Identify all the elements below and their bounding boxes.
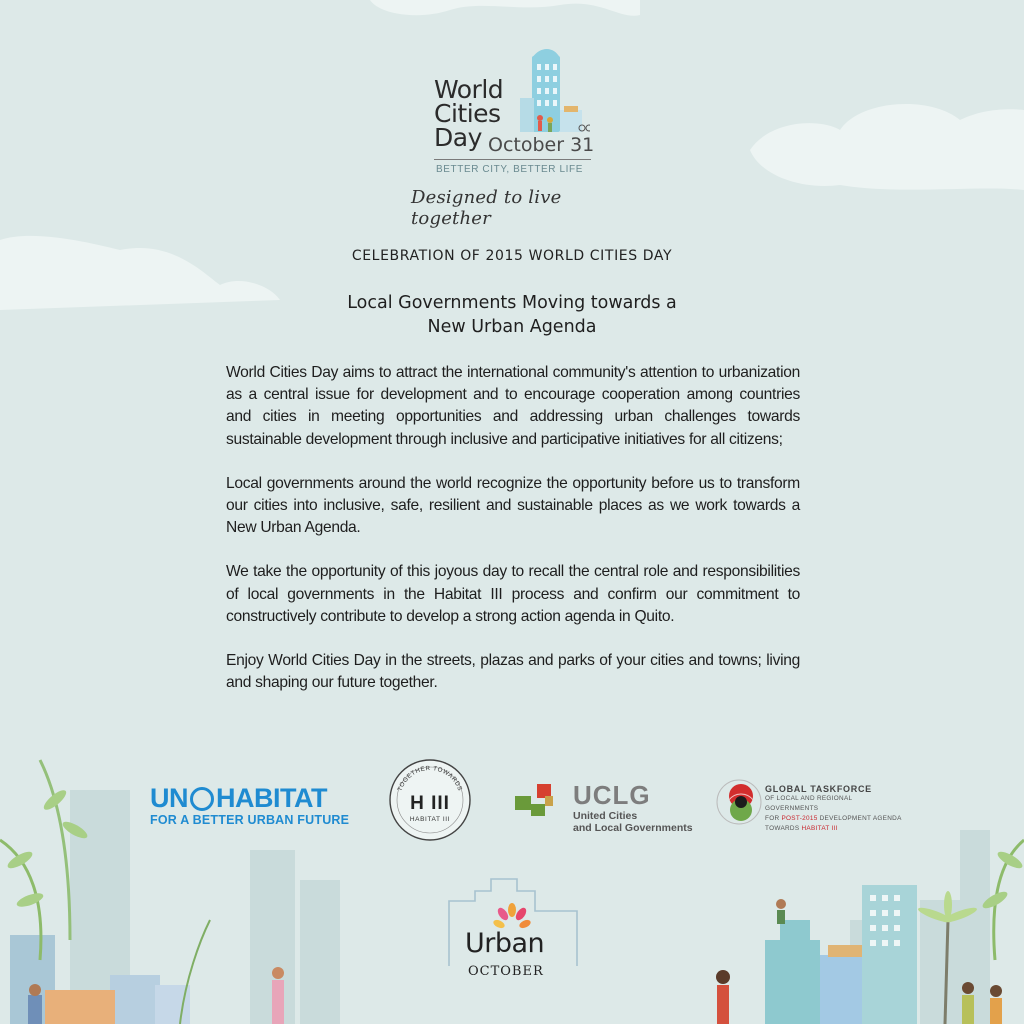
uclg-subtitle-2: and Local Governments (573, 822, 693, 834)
uclg-subtitle-1: United Cities (573, 810, 638, 822)
gtf-line-4 (765, 824, 905, 834)
gtf-line-3a: FOR (765, 815, 782, 822)
habitat-iii-arc-text: TOGETHER TOWARDS (396, 764, 464, 793)
gtf-line-1: GLOBAL TASKFORCE (765, 784, 872, 794)
global-taskforce-logo (715, 770, 905, 834)
gtf-line-3b: POST-2015 (781, 815, 818, 822)
un-habitat-logo (150, 785, 350, 830)
gtf-line-4a: TOWARDS (765, 825, 802, 832)
uclg-subtitle (573, 810, 693, 834)
urban-october-word: Urban (465, 928, 545, 959)
un-habitat-left: UN (150, 783, 188, 813)
gtf-line-2: OF LOCAL AND REGIONAL GOVERNMENTS (765, 795, 853, 812)
global-taskforce-emblem-icon (715, 770, 765, 834)
urban-october-month: OCTOBER (468, 964, 544, 979)
un-habitat-right: HABITAT (216, 783, 327, 813)
habitat-iii-logo (387, 757, 473, 843)
habitat-iii-label: HABITAT III (409, 816, 451, 823)
uclg-name: UCLG (573, 780, 651, 810)
logo-line-world: World (434, 75, 504, 104)
theme-tagline: Designed to live together (411, 187, 562, 229)
celebration-heading: CELEBRATION OF 2015 WORLD CITIES DAY (351, 248, 673, 264)
logo-line-day: Day (434, 123, 482, 152)
paragraph-3: We take the opportunity of this joyous day to recall the central role and responsibilities of local governments in the Habitat III process and confirm our commitment to constructively contribute to develop a strong action agenda in Quito. (226, 563, 800, 625)
un-habitat-subtitle: FOR A BETTER URBAN FUTURE (150, 813, 350, 827)
un-emblem-icon (190, 787, 214, 811)
paragraph-4: Enjoy World Cities Day in the streets, plazas and parks of your cities and towns; living and shaping our future together. (226, 652, 800, 692)
logo-date: October 31 (488, 134, 595, 156)
logo-line-cities: Cities (434, 99, 501, 128)
global-taskforce-text (765, 784, 905, 834)
uclg-logo (515, 780, 695, 835)
urban-october-logo (445, 876, 580, 986)
uclg-emblem-icon (515, 782, 567, 818)
city-buildings-icon (520, 48, 590, 132)
paragraph-2: Local governments around the world recognize the opportunity before us to transform our cities into inclusive, safe, resilient and sustainable places as we work towards a New Urban Agenda. (226, 474, 800, 537)
gtf-line-3 (765, 814, 905, 824)
body-text (226, 362, 800, 716)
gtf-line-4b: HABITAT III (801, 825, 838, 832)
paragraph-1: World Cities Day aims to attract the international community's attention to urbanization as a central issue for development and to encourage cooperation among countries and cities in meeting opportunities and addressing urban challenges towards sustainable development through inclusive and participative initiatives for all citizens; (226, 364, 800, 448)
page-title (262, 291, 762, 339)
title-line-1: Local Governments Moving towards a (347, 293, 677, 313)
logo-tagline: BETTER CITY, BETTER LIFE (436, 164, 584, 175)
title-line-2: New Urban Agenda (427, 317, 597, 337)
gtf-line-3c: DEVELOPMENT AGENDA (817, 815, 902, 822)
habitat-iii-mark: H III (410, 793, 450, 814)
logo-divider (434, 159, 591, 160)
